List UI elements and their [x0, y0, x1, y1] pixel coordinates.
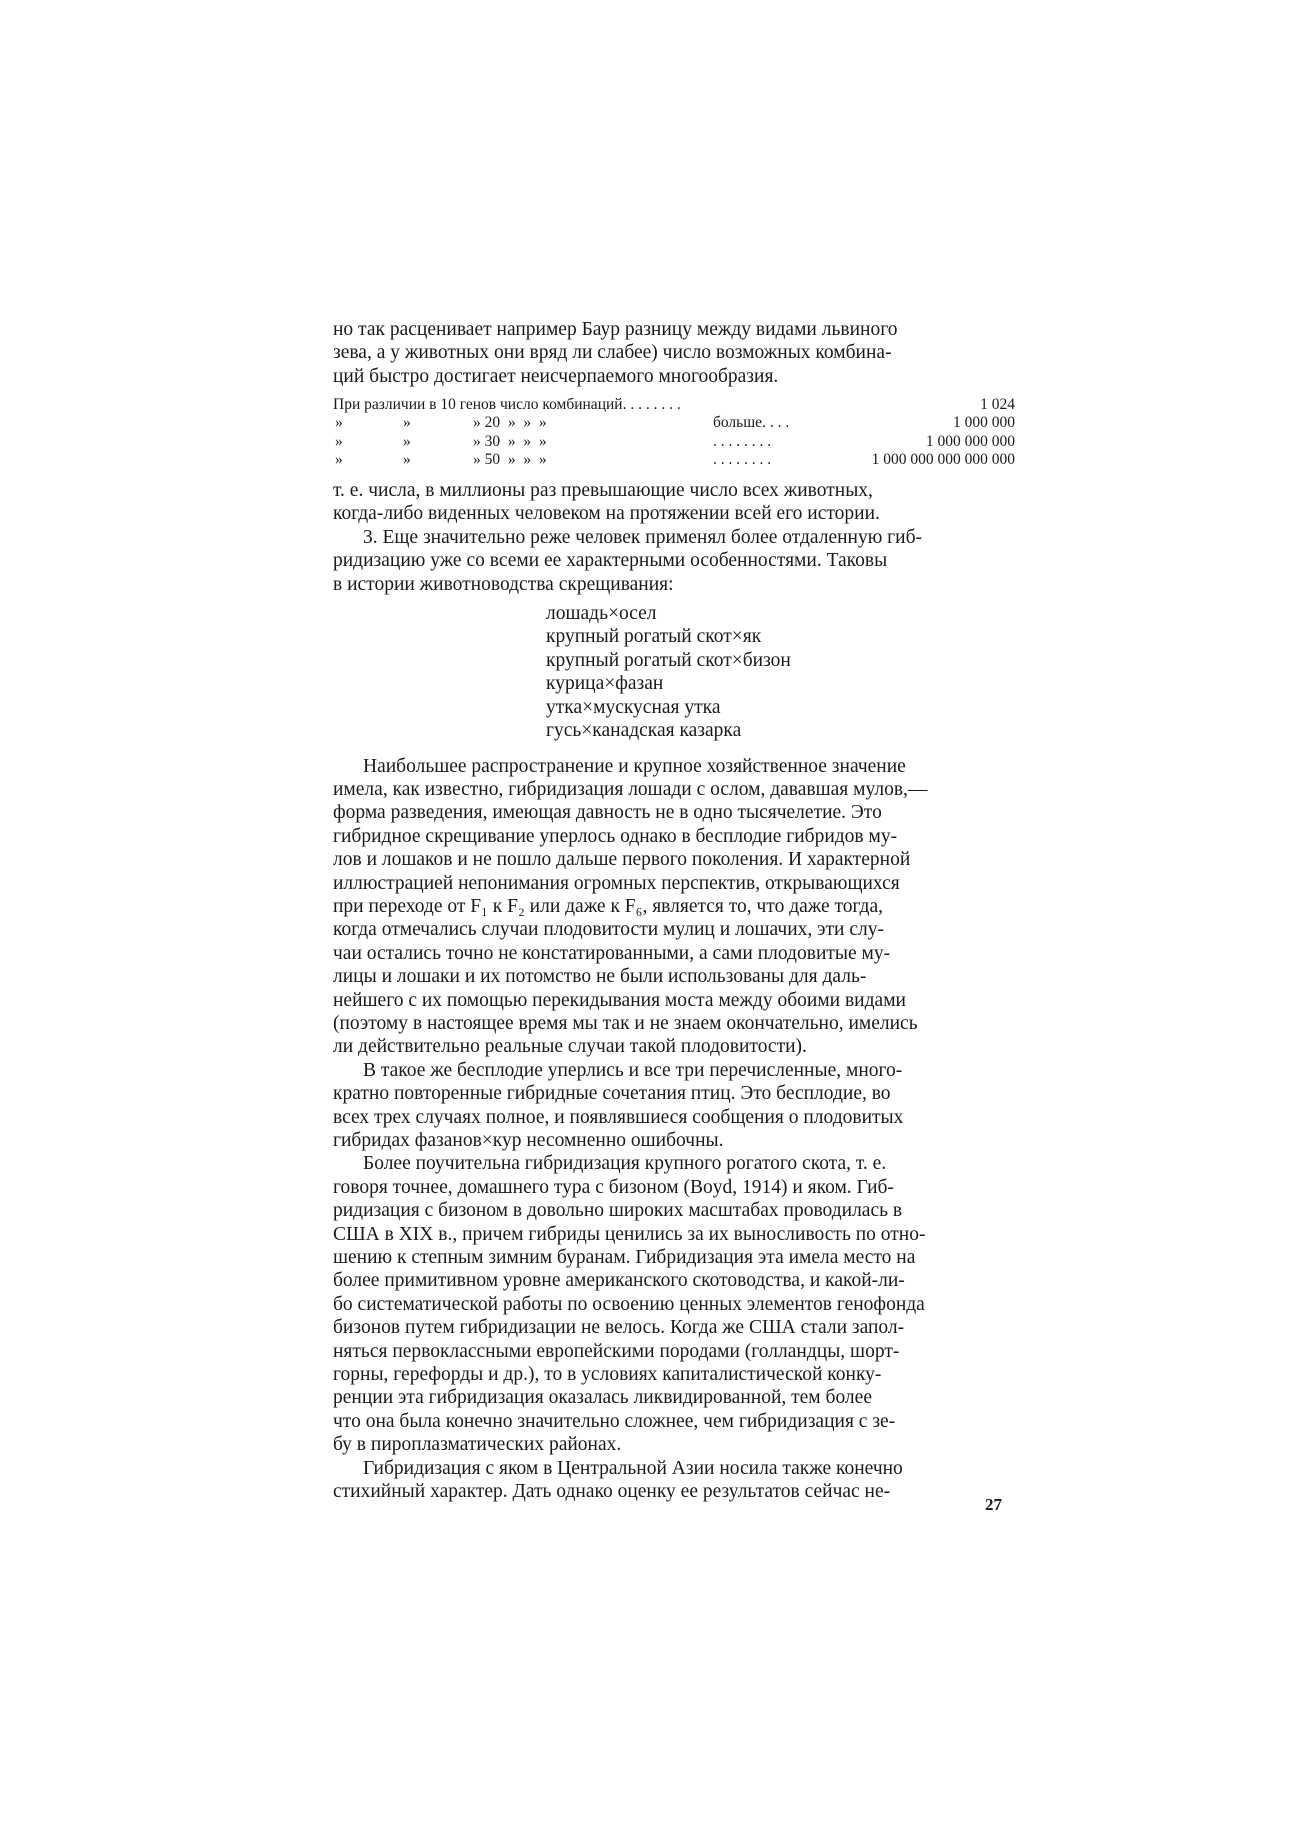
row-label: При различии в 10 генов число комбинаций	[333, 396, 623, 414]
text-line: няться первоклассными европейскими породами (голландцы, шорт-	[333, 1340, 900, 1362]
text-line: говоря точнее, домашнего тура с бизоном (Boyd, 1914) и яком. Гиб-	[333, 1176, 894, 1198]
text-line: чаи остались точно не констатированными, а сами плодовитые му-	[333, 942, 891, 964]
list-item: утка×мускусная утка	[546, 696, 721, 718]
text-line: ли действительно реальные случаи такой плодовитости).	[333, 1036, 807, 1058]
text-line: но так расценивает например Баур разницу между видами львиного	[333, 319, 898, 340]
row-value: 1 024	[980, 396, 1015, 414]
page-text-block	[333, 318, 1015, 1504]
ditto-count: » 50 » » »	[473, 450, 547, 468]
birds-paragraph	[333, 1059, 1015, 1153]
text-line: бу в пироплазматических районах.	[333, 1434, 622, 1456]
row-value: 1 000 000 000	[925, 432, 1015, 450]
text-line: горны, герефорды и др.), то в условиях капиталистической конку-	[333, 1364, 882, 1386]
row-label	[653, 433, 713, 451]
ditto-mark: »	[403, 450, 411, 468]
text-line: ренции эта гибридизация оказалась ликвидированной, тем более	[333, 1387, 872, 1409]
row-dots: . . . . . . . .	[622, 396, 681, 414]
text-line: кратно повторенные гибридные сочетания птиц. Это бесплодие, во	[333, 1083, 891, 1105]
ditto-mark: »	[403, 414, 411, 432]
ditto-mark: »	[335, 432, 343, 450]
text-line: в истории животноводства скрещивания:	[333, 573, 674, 595]
row-label	[653, 451, 713, 469]
text-line: Более поучительна гибридизация крупного рогатого скота, т. е.	[363, 1153, 887, 1175]
text-line: более примитивном уровне американского скотоводства, и какой-ли-	[333, 1270, 905, 1292]
table-row	[333, 414, 1015, 432]
text-line: нейшего с их помощью перекидывания моста между обоими видами	[333, 989, 906, 1011]
table-row	[333, 433, 1015, 451]
text-line: зева, а у животных они вряд ли слабее) число возможных комбина-	[333, 342, 892, 364]
cattle-paragraph	[333, 1152, 1015, 1456]
text-line: иллюстрацией непонимания огромных перспектив, открывающихся	[333, 872, 900, 894]
text-line: Наибольшее распространение и крупное хозяйственное значение	[363, 755, 906, 777]
row-dots: . . . . . . . .	[713, 450, 772, 468]
text-line: бизонов путем гибридизации не велось. Когда же США стали запол-	[333, 1317, 905, 1339]
list-item: крупный рогатый скот×бизон	[546, 649, 791, 671]
text-line: гибридах фазанов×кур несомненно ошибочны.	[333, 1130, 724, 1151]
text-line: когда отмечались случаи плодовитости мулиц и лошачих, эти слу-	[333, 919, 884, 941]
table-row	[333, 451, 1015, 469]
ditto-count: » 30 » » »	[473, 432, 547, 450]
text-line: когда-либо виденных человеком на протяжении всей его истории.	[333, 503, 880, 525]
list-item: лошадь×осел	[546, 603, 657, 625]
text-line: шению к степным зимним буранам. Гибридизация эта имела место на	[333, 1247, 916, 1269]
list-item: крупный рогатый скот×як	[546, 626, 762, 648]
crosses-list	[546, 602, 1015, 742]
ditto-mark: »	[335, 414, 343, 432]
ditto-mark: »	[335, 450, 343, 468]
row-value: 1 000 000	[953, 414, 1015, 432]
ditto-mark: »	[403, 432, 411, 450]
text-line: лицы и лошаки и их потомство не были использованы для даль-	[333, 966, 867, 988]
text-line: (поэтому в настоящее время мы так и не знаем окончательно, имелись	[333, 1012, 918, 1034]
after-table-paragraph	[333, 479, 1015, 526]
row-dots: . . . . . . . .	[713, 432, 772, 450]
table-row	[333, 396, 1015, 414]
row-dots: . . . .	[762, 414, 790, 432]
mule-paragraph	[333, 755, 1015, 1059]
yak-paragraph	[333, 1457, 1015, 1504]
text-line: США в XIX в., причем гибриды ценились за их выносливость по отно-	[333, 1223, 926, 1245]
text-line: форма разведения, имеющая давность не в одно тысячелетие. Это	[333, 802, 882, 824]
ditto-count: » 20 » » »	[473, 414, 547, 432]
text-line: всех трех случаях полное, и появлявшиеся сообщения о плодовитых	[333, 1106, 904, 1128]
text-line: ридизация с бизоном в довольно широких масштабах проводилась в	[333, 1200, 903, 1222]
text-line: 3. Еще значительно реже человек применял более отдаленную гиб-	[363, 526, 923, 548]
text-line: лов и лошаков и не пошло дальше первого поколения. И характерной	[333, 849, 911, 871]
text-line: В такое же бесплодие уперлись и все три перечисленные, много-	[363, 1059, 903, 1081]
text-line: Гибридизация с яком в Центральной Азии носила также конечно	[363, 1457, 903, 1479]
text-line: при переходе от F₁ к F₂ или даже к F₆, является то, что даже тогда,	[333, 895, 884, 917]
row-label: больше	[713, 414, 763, 432]
text-line: ридизацию уже со всеми ее характерными особенностями. Таковы	[333, 550, 888, 572]
gene-combinations-table	[333, 396, 1015, 469]
list-item: гусь×канадская казарка	[546, 720, 742, 742]
list-item: курица×фазан	[546, 673, 664, 695]
text-line: гибридное скрещивание уперлось однако в бесплодие гибридов му-	[333, 825, 898, 847]
text-line: т. е. числа, в миллионы раз превышающие число всех животных,	[333, 480, 873, 502]
text-line: ций быстро достигает неисчерпаемого многообразия.	[333, 365, 779, 387]
intro-paragraph	[333, 318, 1015, 388]
text-line: бо систематической работы по освоению ценных элементов генофонда	[333, 1293, 925, 1315]
text-line: имела, как известно, гибридизация лошади с ослом, дававшая мулов,—	[333, 778, 928, 800]
text-line: что она была конечно значительно сложнее, чем гибридизация с зе-	[333, 1410, 896, 1432]
text-line: стихийный характер. Дать однако оценку ее результатов сейчас не-	[333, 1481, 891, 1503]
point-3-paragraph	[333, 526, 1015, 596]
page-number: 27	[985, 1495, 1002, 1514]
row-value: 1 000 000 000 000 000	[871, 450, 1015, 468]
